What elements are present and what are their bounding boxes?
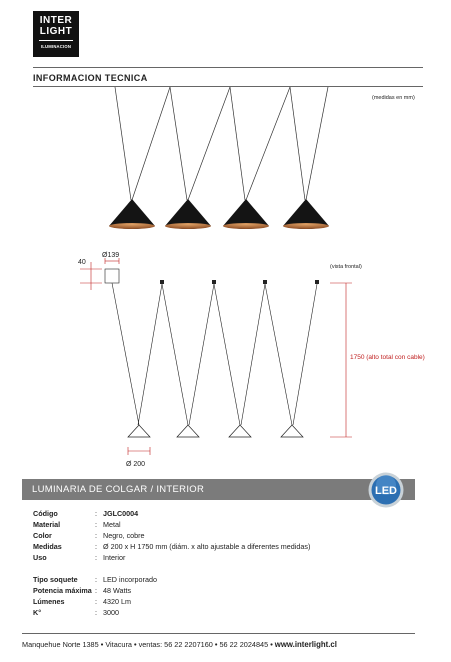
shade-diameter-dimension — [128, 447, 150, 455]
footer-separator: • — [133, 640, 139, 649]
spec-value: 48 Watts — [103, 586, 132, 595]
dim-shade-diameter-label: Ø 200 — [126, 461, 146, 468]
spec-value: 3000 — [103, 608, 119, 617]
pendant-shade-4 — [283, 199, 329, 229]
footer-separator: • — [270, 640, 275, 649]
logo-line2: LIGHT — [39, 26, 73, 37]
footer-rule — [22, 633, 415, 634]
spec-label: Tipo soquete — [33, 575, 78, 584]
category-title: LUMINARIA DE COLGAR / INTERIOR — [32, 484, 205, 495]
pendant-shade-3 — [223, 199, 269, 229]
spec-value: Interior — [103, 553, 126, 562]
spec-colon: : — [95, 597, 97, 606]
logo-divider — [39, 40, 73, 41]
logo-line1: INTER — [39, 15, 73, 26]
footer-separator: • — [214, 640, 220, 649]
section-title: INFORMACION TECNICA — [33, 73, 148, 83]
led-badge-icon — [367, 471, 405, 509]
spec-label: Color — [33, 531, 52, 540]
footer — [22, 640, 415, 649]
spec-value: Ø 200 x H 1750 mm (diám. x alto ajustable a diferentes medidas) — [103, 542, 311, 551]
shade-height-dimension — [80, 262, 102, 290]
spec-colon: : — [95, 509, 97, 518]
pendant-shade-1 — [109, 199, 155, 229]
total-height-dimension — [330, 283, 352, 437]
spec-value: 4320 Lm — [103, 597, 131, 606]
footer-separator: • — [100, 640, 106, 649]
spec-colon: : — [95, 575, 97, 584]
dim-canopy-diameter-label: Ø139 — [102, 252, 120, 259]
view-note: (vista frontal) — [330, 264, 362, 270]
footer-sales-phone: ventas: 56 22 2207160 — [138, 640, 213, 649]
spec-label: Potencia máxima — [33, 586, 92, 595]
drawing-cables — [112, 283, 317, 425]
technical-drawing — [0, 84, 451, 474]
dim-shade-height-label: 40 — [78, 259, 86, 266]
spec-colon: : — [95, 586, 97, 595]
spec-label: Lúmenes — [33, 597, 65, 606]
spec-colon: : — [95, 553, 97, 562]
spec-colon: : — [95, 542, 97, 551]
pendant-shade-2 — [165, 199, 211, 229]
spec-label: Código — [33, 509, 58, 518]
footer-website-link[interactable]: www.interlight.cl — [274, 640, 337, 649]
canopy-drawing — [105, 258, 119, 283]
brand-logo — [33, 11, 79, 57]
spec-value-code: JGLC0004 — [103, 509, 139, 518]
spec-label: K° — [33, 608, 42, 617]
footer-phone-2: 56 22 2024845 — [219, 640, 269, 649]
spec-colon: : — [95, 520, 97, 529]
units-note: (medidas en mm) — [372, 95, 415, 101]
spec-colon: : — [95, 608, 97, 617]
drawing-shades — [128, 425, 303, 437]
footer-city: Vitacura — [105, 640, 132, 649]
spec-value: Metal — [103, 520, 121, 529]
canopy-markers — [160, 280, 319, 284]
spec-colon: : — [95, 531, 97, 540]
spec-value: Negro, cobre — [103, 531, 145, 540]
logo-line3: ILUMINACION — [40, 44, 72, 49]
led-badge-text: LED — [375, 485, 397, 497]
spec-label: Medidas — [33, 542, 62, 551]
category-band — [22, 479, 415, 500]
spec-label: Uso — [33, 553, 47, 562]
spec-value: LED incorporado — [103, 575, 157, 584]
cable-group — [115, 87, 328, 200]
top-rule — [33, 67, 423, 68]
dim-total-height-label: 1750 (alto total con cable) — [350, 354, 425, 361]
footer-address: Manquehue Norte 1385 — [22, 640, 99, 649]
spec-label: Material — [33, 520, 61, 529]
